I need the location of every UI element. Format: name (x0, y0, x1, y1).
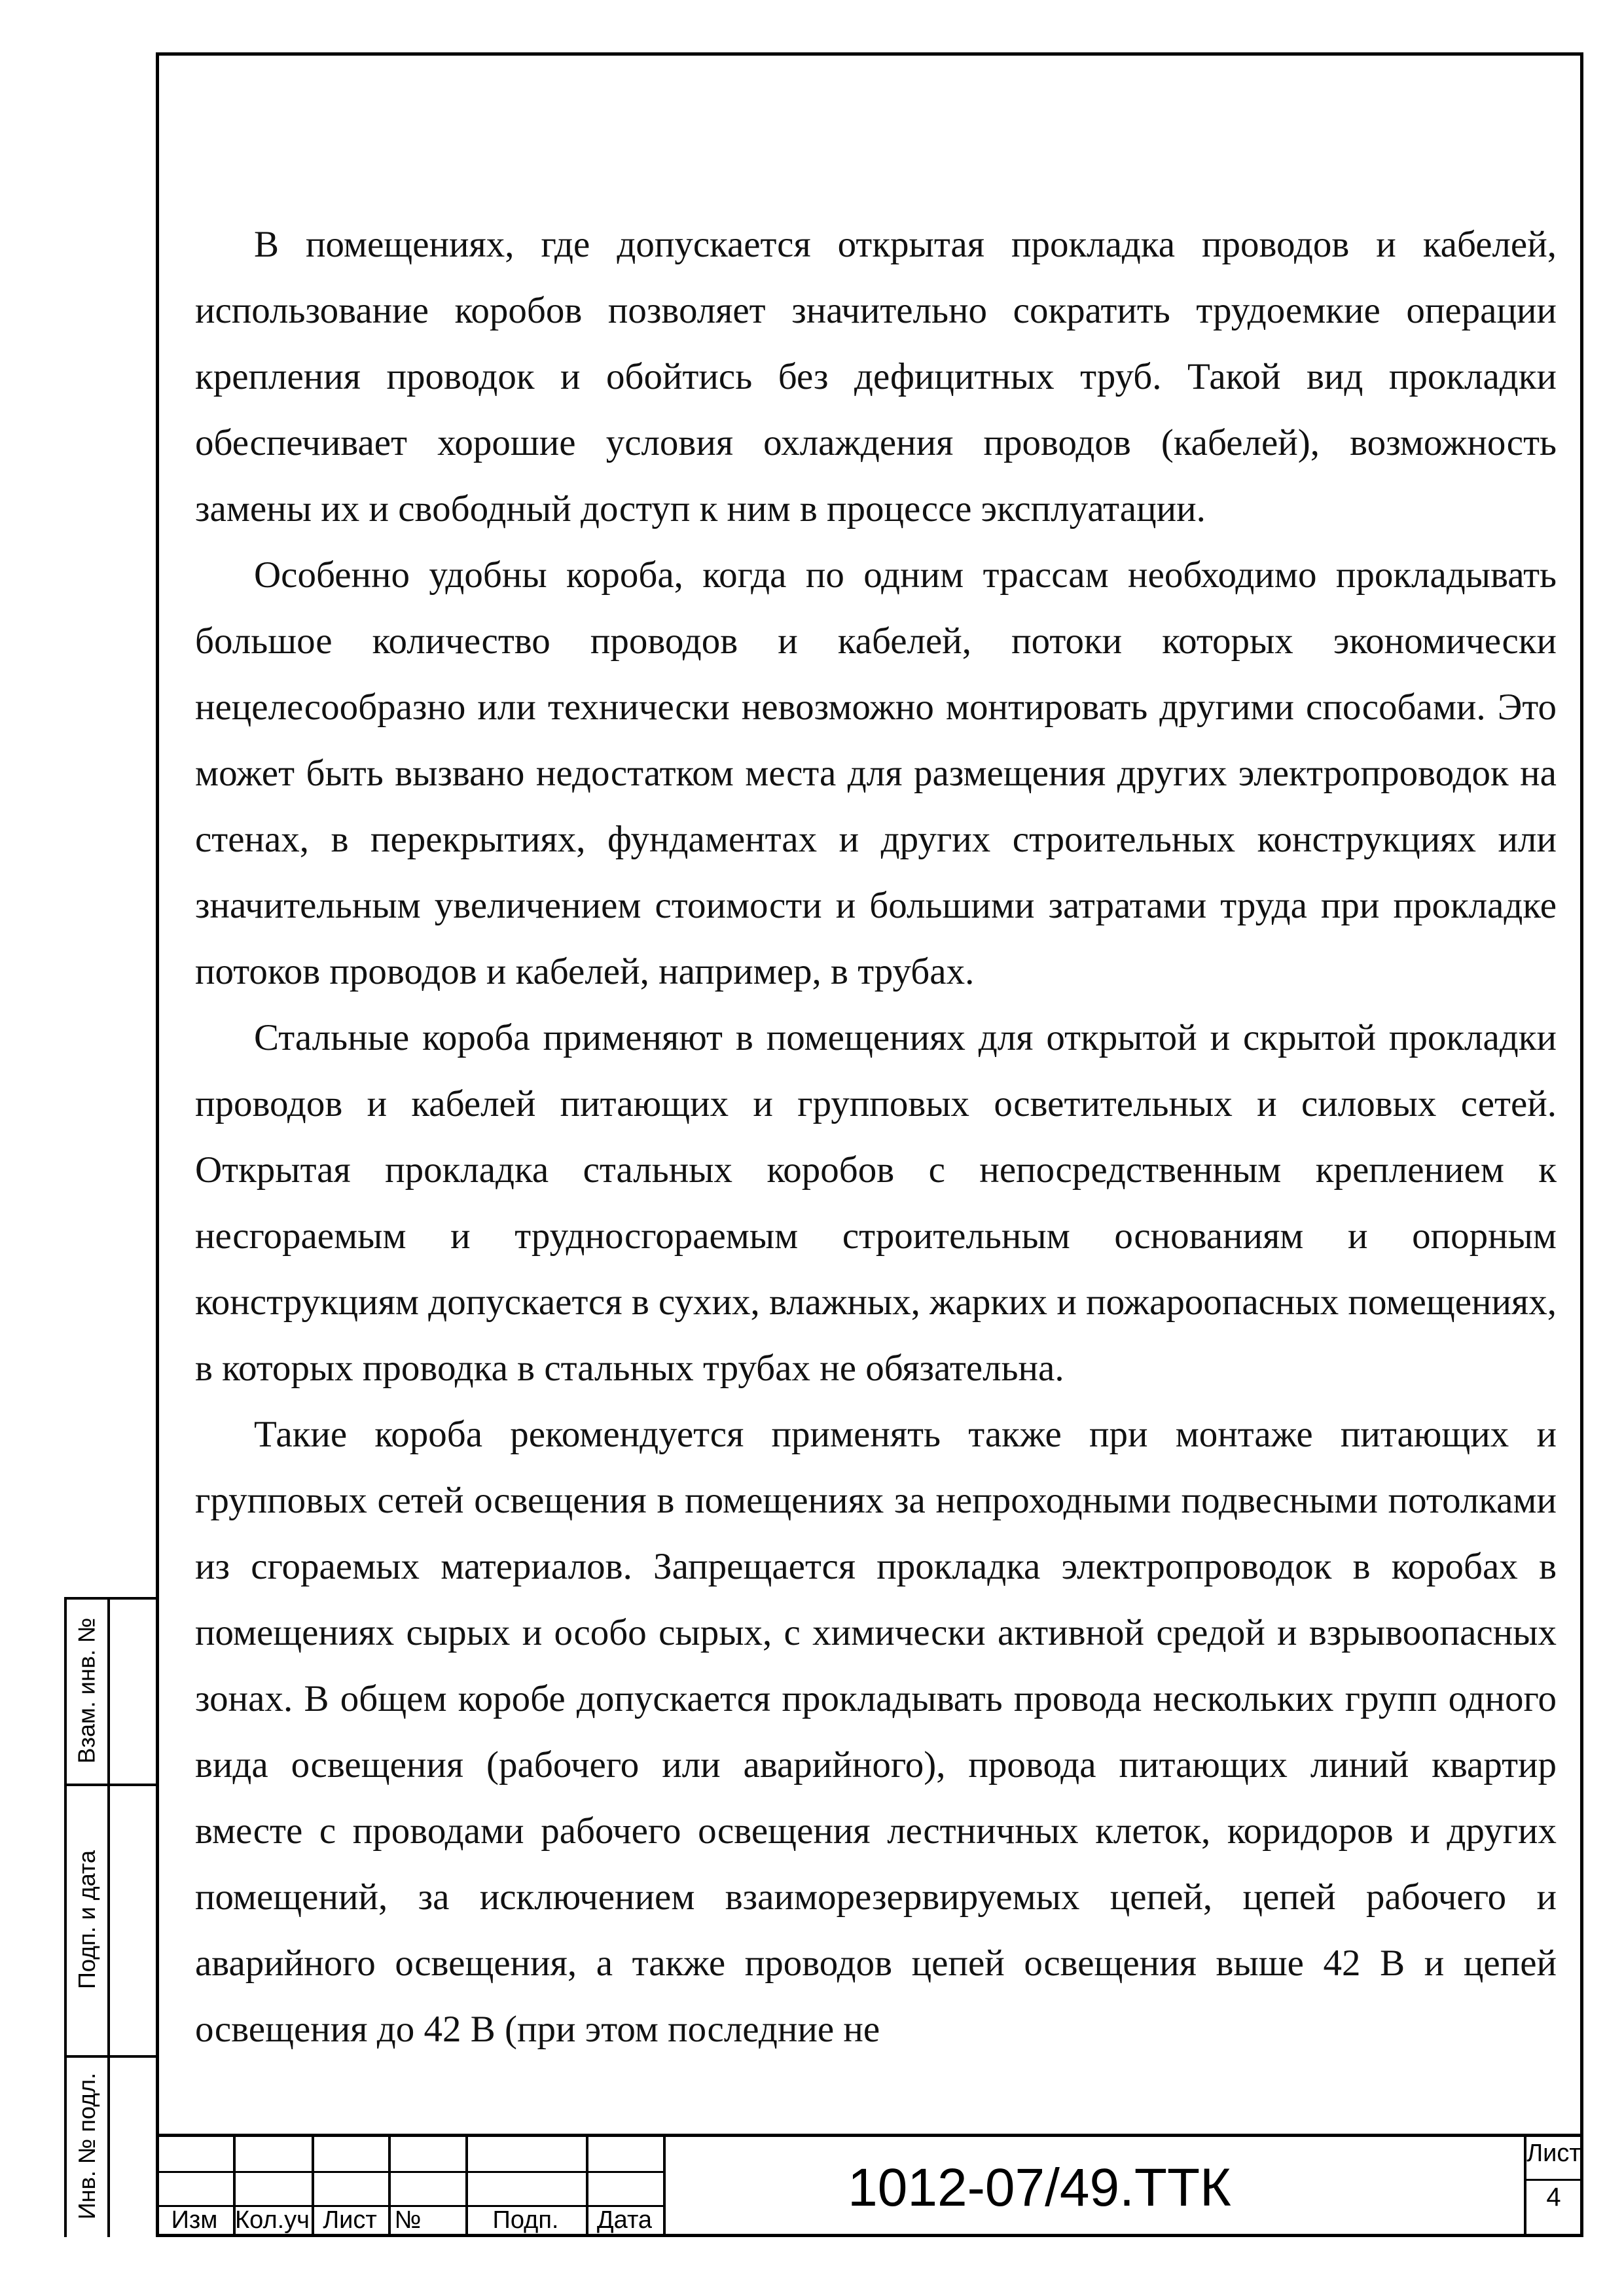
sheet-number: 4 (1546, 2183, 1561, 2212)
paragraph-1: В помещениях, где допускается открытая прокладка проводов и кабелей, использование коробов позволяет значительно сократить трудоемкие операции крепления проводок и обойтись без дефицитных труб. Такой вид прокладки обеспечивает хорошие условия охлаждения проводов (кабелей), возможность замены их и свободный доступ к ним в процессе эксплуатации. (195, 224, 1557, 529)
side-stamp-zam-label: Взам. инв. № (73, 1617, 100, 1764)
side-stamp-inv-label: Инв. № подл. (73, 2072, 100, 2220)
col-label-izm: Изм (171, 2206, 218, 2234)
sheet-label: Лист (1526, 2140, 1581, 2167)
paragraph-3: Стальные короба применяют в помещениях для открытой и скрытой прокладки проводов и кабелей питающих и групповых осветительных и силовых сетей. Открытая прокладка стальных коробов с непосредственным креплением к несгораемым и трудносгораемым строительным основаниям и опорным конструкциям допускается в сухих, влажных, жарких и пожароопасных помещениях, в которых проводка в стальных трубах не обязательна. (195, 1017, 1557, 1389)
document-body (195, 211, 1557, 2062)
paragraph-4: Такие короба рекомендуется применять также при монтаже питающих и групповых сетей освещения в помещениях за непроходными подвесными потолками из сгораемых материалов. Запрещается прокладка электропроводок в коробах в помещениях сырых и особо сырых, с химически активной средой и взрывоопасных зонах. В общем коробе допускается прокладывать провода нескольких групп одного вида освещения (рабочего или аварийного), провода питающих линий квартир вместе с проводами рабочего освещения лестничных клеток, коридоров и других помещений, за исключением взаиморезервируемых цепей, цепей рабочего и аварийного освещения, а также проводов цепей освещения выше 42 В и цепей освещения до 42 В (при этом последние не (195, 1414, 1557, 2050)
paragraph-2: Особенно удобны короба, когда по одним трассам необходимо прокладывать большое количество проводов и кабелей, потоки которых экономически нецелесообразно или технически невозможно монтировать другими способами. Это может быть вызвано недостатком места для размещения других электропроводок на стенах, в перекрытиях, фундаментах и других строительных конструкциях или значительным увеличением стоимости и большими затратами труда при прокладке потоков проводов и кабелей, например, в трубах. (195, 554, 1557, 992)
side-approval-stamp (64, 1597, 156, 2237)
document-code: 1012-07/49.ТТК (848, 2158, 1231, 2217)
col-label-kol-uch: Кол.уч (235, 2206, 310, 2234)
col-label-podp: Подп. (492, 2206, 559, 2234)
col-label-number: № (394, 2206, 422, 2234)
col-label-data: Дата (596, 2206, 653, 2234)
col-label-list: Лист (323, 2206, 377, 2234)
title-block (156, 2134, 1583, 2237)
side-stamp-podp-label: Подп. и дата (73, 1850, 100, 1989)
sheet-cell-divider (1524, 2179, 1583, 2181)
